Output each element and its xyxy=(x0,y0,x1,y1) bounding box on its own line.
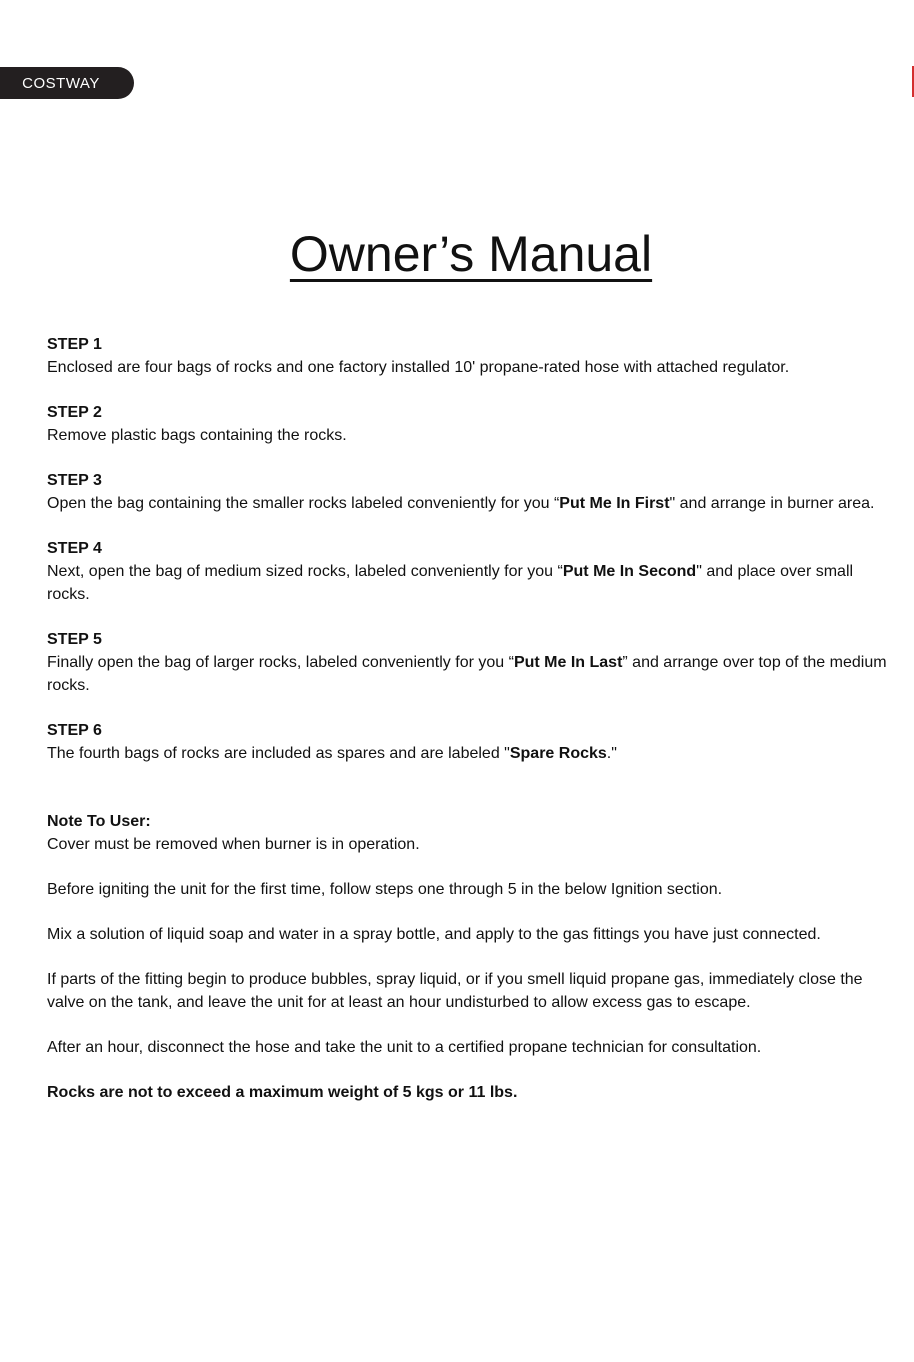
step-text-part: Finally open the bag of larger rocks, labeled conveniently for you “ xyxy=(47,654,514,671)
step-text-part: " and place over small rocks. xyxy=(47,563,854,603)
note-paragraph: Before igniting the unit for the first time, follow steps one through 5 in the below Ignition section. xyxy=(47,881,723,898)
step-label-bold: Put Me In First xyxy=(559,495,670,512)
section-spacer xyxy=(47,787,897,810)
note-heading: Note To User: xyxy=(47,813,151,830)
step-heading: STEP 6 xyxy=(47,722,102,739)
brand-logo xyxy=(0,67,134,99)
step-text-part: ” and arrange over top of the medium rocks. xyxy=(47,654,887,694)
note-paragraph: Mix a solution of liquid soap and water in a spray bottle, and apply to the gas fittings you have just connected. xyxy=(47,926,821,943)
step-text xyxy=(47,651,897,697)
step-1 xyxy=(47,333,897,379)
note-line: Cover must be removed when burner is in operation. xyxy=(47,836,420,853)
manual-content xyxy=(47,333,897,1126)
step-heading: STEP 2 xyxy=(47,404,102,421)
step-text xyxy=(47,492,897,515)
step-text-part: Open the bag containing the smaller rocks labeled conveniently for you “ xyxy=(47,495,560,512)
step-heading: STEP 3 xyxy=(47,472,102,489)
step-heading: STEP 1 xyxy=(47,336,102,353)
brand-logo-text: COSTWAY xyxy=(22,74,100,92)
step-5 xyxy=(47,628,897,697)
step-label-bold: Put Me In Second xyxy=(562,563,697,580)
page-title: Owner’s Manual xyxy=(289,226,653,282)
step-4 xyxy=(47,537,897,606)
step-heading: STEP 4 xyxy=(47,540,102,557)
note-paragraph: If parts of the fitting begin to produce bubbles, spray liquid, or if you smell liquid propane gas, immediately close the valve on the tank, and leave the unit for at least an hour undisturbed to allow excess gas to escape. xyxy=(47,971,863,1011)
step-heading: STEP 5 xyxy=(47,631,102,648)
step-label-bold: Put Me In Last xyxy=(513,654,623,671)
step-text-part: Next, open the bag of medium sized rocks, labeled conveniently for you “ xyxy=(47,563,563,580)
step-text-part: ." xyxy=(606,745,617,762)
weight-warning: Rocks are not to exceed a maximum weight of 5 kgs or 11 lbs. xyxy=(47,1084,518,1101)
step-text xyxy=(47,560,897,606)
step-label-bold: Spare Rocks xyxy=(509,745,607,762)
step-3 xyxy=(47,469,897,515)
step-text: Remove plastic bags containing the rocks. xyxy=(47,427,347,444)
note-block xyxy=(47,810,897,856)
step-text-part: The fourth bags of rocks are included as spares and are labeled " xyxy=(47,745,510,762)
step-text: Enclosed are four bags of rocks and one factory installed 10' propane-rated hose with attached regulator. xyxy=(47,359,790,376)
step-text xyxy=(47,742,897,765)
step-6 xyxy=(47,719,897,765)
note-paragraph: After an hour, disconnect the hose and take the unit to a certified propane technician for consultation. xyxy=(47,1039,762,1056)
step-2 xyxy=(47,401,897,447)
step-text-part: " and arrange in burner area. xyxy=(669,495,875,512)
